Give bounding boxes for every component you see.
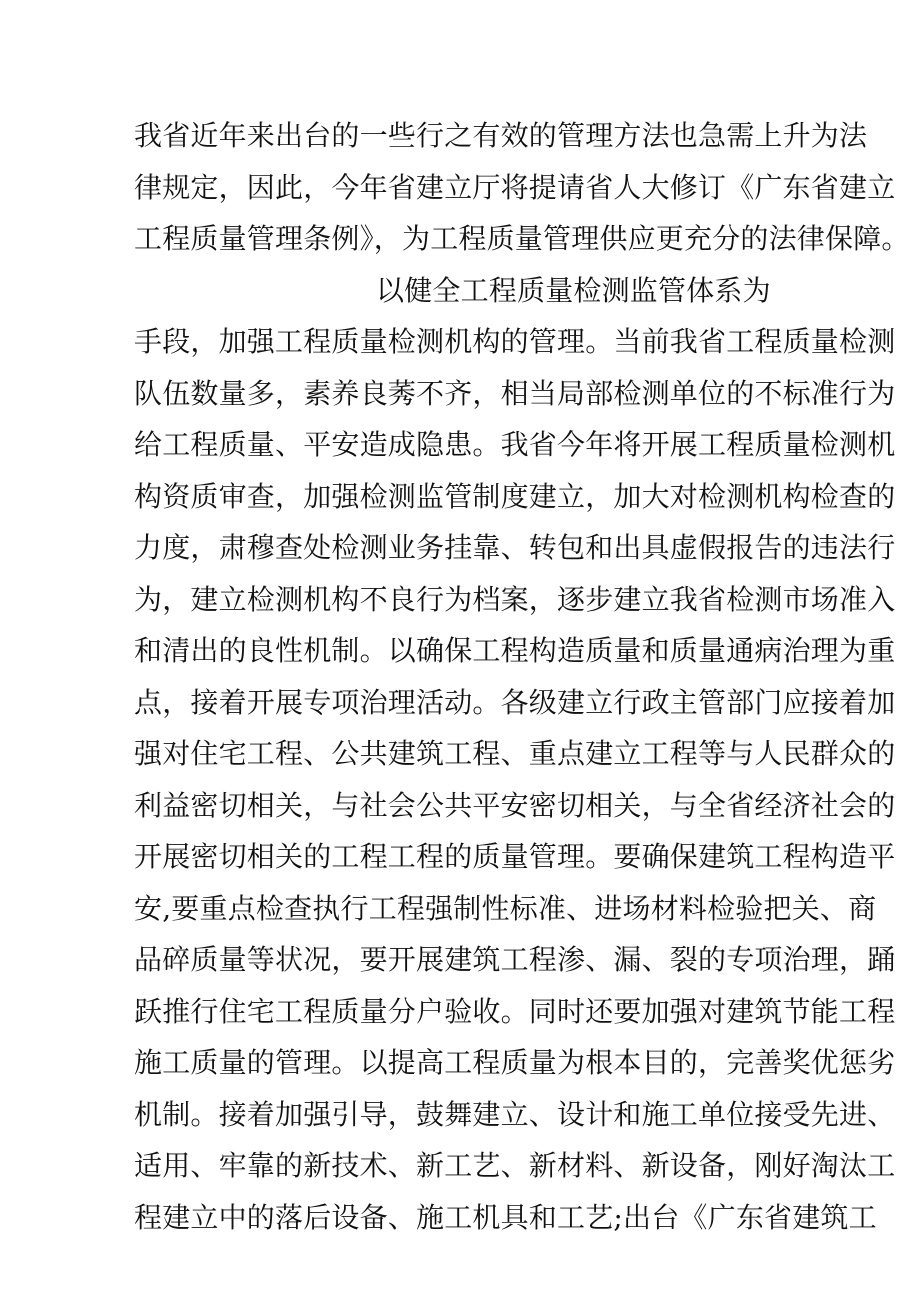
text-line: 构资质审查，加强检测监管制度建立，加大对检测机构检查的 bbox=[134, 479, 896, 513]
text-line: 力度，肃穆查处检测业务挂靠、转包和出具虚假报告的违法行 bbox=[134, 531, 896, 564]
indented-text-line: 以健全工程质量检测监管体系为 bbox=[376, 273, 771, 307]
text-line: 为，建立检测机构不良行为档案，逐步建立我省检测市场准入 bbox=[134, 582, 896, 616]
text-line: 适用、牢靠的新技术、新工艺、新材料、新设备，刚好淘汰工 bbox=[134, 1149, 896, 1182]
text-line: 队伍数量多，素养良莠不齐，相当局部检测单位的不标准行为 bbox=[134, 376, 896, 410]
text-line: 我省近年来出台的一些行之有效的管理方法也急需上升为法 bbox=[134, 119, 868, 152]
text-line: 和清出的良性机制。以确保工程构造质量和质量通病治理为重 bbox=[134, 634, 896, 667]
text-line: 律规定，因此，今年省建立厅将提请省人大修订《广东省建立 bbox=[134, 170, 896, 204]
text-line: 开展密切相关的工程工程的质量管理。要确保建筑工程构造平 bbox=[134, 840, 896, 873]
text-line: 手段，加强工程质量检测机构的管理。当前我省工程质量检测 bbox=[134, 325, 896, 358]
text-line: 工程质量管理条例》，为工程质量管理供应更充分的法律保障。 bbox=[134, 222, 910, 255]
text-line: 安,要重点检查执行工程强制性标准、进场材料检验把关、商 bbox=[134, 891, 877, 925]
text-line: 施工质量的管理。以提高工程质量为根本目的，完善奖优惩劣 bbox=[134, 1046, 896, 1079]
text-line: 强对住宅工程、公共建筑工程、重点建立工程等与人民群众的 bbox=[134, 737, 896, 770]
text-line: 点，接着开展专项治理活动。各级建立行政主管部门应接着加 bbox=[134, 685, 896, 719]
body-text bbox=[134, 114, 910, 1247]
text-line: 品碎质量等状况，要开展建筑工程渗、漏、裂的专项治理，踊 bbox=[134, 943, 896, 976]
text-line: 程建立中的落后设备、施工机具和工艺;出台《广东省建筑工 bbox=[134, 1200, 877, 1234]
text-line: 跃推行住宅工程质量分户验收。同时还要加强对建筑节能工程 bbox=[134, 994, 896, 1028]
text-line: 利益密切相关，与社会公共平安密切相关，与全省经济社会的 bbox=[134, 788, 896, 822]
text-line: 机制。接着加强引导，鼓舞建立、设计和施工单位接受先进、 bbox=[134, 1097, 896, 1131]
text-line: 给工程质量、平安造成隐患。我省今年将开展工程质量检测机 bbox=[134, 428, 896, 461]
